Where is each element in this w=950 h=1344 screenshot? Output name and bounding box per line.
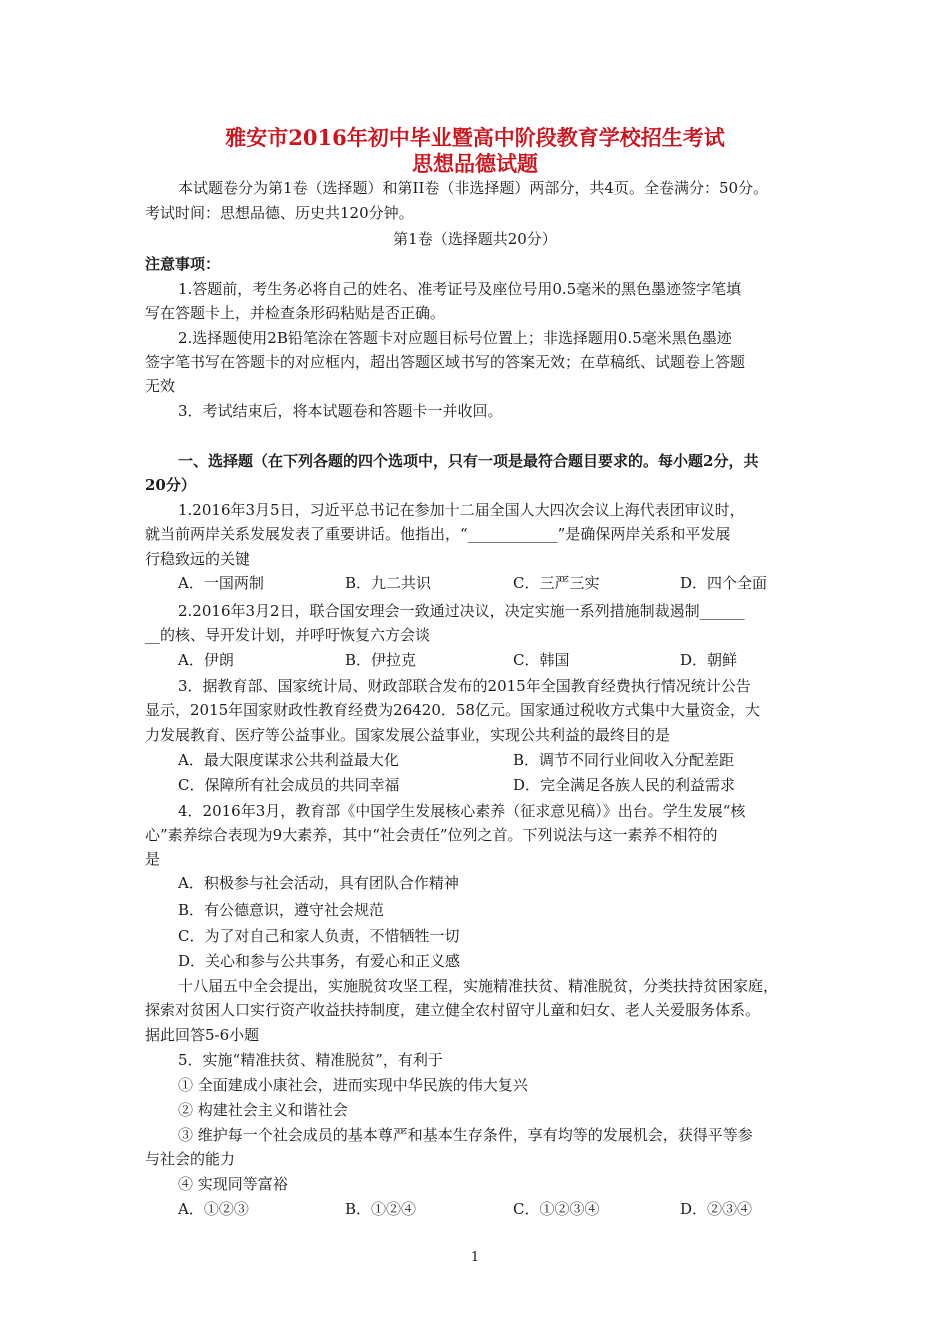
q3-option-d: D．完全满足各族人民的利益需求 — [513, 776, 736, 794]
q4-option-a: A．积极参与社会活动，具有团队合作精神 — [178, 874, 459, 892]
q5-option-b: B．①②④ — [345, 1200, 417, 1218]
q4-option-b: B．有公德意识，遵守社会规范 — [178, 901, 385, 919]
question-3-stem: 3．据教育部、国家统计局、财政部联合发布的2015年全国教育经费执行情况统计公告 — [178, 677, 751, 695]
question-1-stem: 就当前两岸关系发展发表了重要讲话。他指出，“____________”是确保两岸关系和平发展 — [145, 525, 731, 543]
intro-line: 本试题卷分为第1卷（选择题）和第II卷（非选择题）两部分，共4页。全卷满分：50分。 — [178, 179, 769, 197]
question-5-stem: 5．实施“精准扶贫、精准脱贫”，有利于 — [178, 1051, 443, 1069]
material-text: 十八届五中全会提出，实施脱贫攻坚工程，实施精准扶贫、精准脱贫，分类扶持贫困家庭， — [178, 977, 779, 995]
q5-option-c: C．①②③④ — [513, 1200, 600, 1218]
question-1-stem: 1.2016年3月5日，习近平总书记在参加十二届全国人大四次会议上海代表团审议时， — [178, 501, 745, 519]
notice-text: 1.答题前，考生务必将自己的姓名、准考证号及座位号用0.5毫米的黑色墨迹签字笔填 — [178, 280, 742, 298]
notice-text: 无效 — [145, 377, 176, 395]
question-2-stem: __的核、导开发计划，并呼吁恢复六方会谈 — [145, 626, 431, 644]
q4-option-c: C．为了对自己和家人负责，不惜牺牲一切 — [178, 927, 460, 945]
q5-statement: 与社会的能力 — [145, 1150, 236, 1168]
q1-option-d: D．四个全面 — [680, 574, 768, 592]
material-text: 据此回答5-6小题 — [145, 1026, 260, 1044]
question-1-stem: 行稳致远的关键 — [145, 550, 251, 568]
section-heading: 20分） — [145, 476, 196, 494]
q5-statement: ② 构建社会主义和谐社会 — [178, 1101, 348, 1119]
question-4-stem: 心”素养综合表现为9大素养，其中“社会责任”位列之首。下列说法与这一素养不相符的 — [145, 826, 718, 844]
question-3-stem: 力发展教育、医疗等公益事业。国家发展公益事业，实现公共利益的最终目的是 — [145, 726, 671, 744]
question-3-stem: 显示，2015年国家财政性教育经费为26420．58亿元。国家通过税收方式集中大量资金，大 — [145, 701, 760, 719]
q4-option-d: D．关心和参与公共事务，有爱心和正义感 — [178, 952, 461, 970]
q5-statement: ③ 维护每一个社会成员的基本尊严和基本生存条件，享有均等的发展机会，获得平等参 — [178, 1126, 753, 1144]
page-number: 1 — [470, 1250, 480, 1265]
q2-option-b: B．伊拉克 — [345, 651, 417, 669]
section-heading: 一、选择题（在下列各题的四个选项中，只有一项是最符合题目要求的。每小题2分，共 — [178, 452, 759, 470]
notice-text: 3．考试结束后，将本试题卷和答题卡一并收回。 — [178, 402, 503, 420]
q2-option-a: A．伊朗 — [178, 651, 234, 669]
notice-heading: 注意事项： — [145, 255, 221, 273]
subject-title: 思想品德试题 — [412, 151, 538, 176]
notice-text: 签字笔书写在答题卡的对应框内，超出答题区域书写的答案无效；在草稿纸、试题卷上答题 — [145, 353, 746, 371]
q1-option-a: A．一国两制 — [178, 574, 264, 592]
q1-option-c: C．三严三实 — [513, 574, 600, 592]
q3-option-b: B．调节不同行业间收入分配差距 — [513, 751, 735, 769]
question-4-stem: 4．2016年3月，教育部《中国学生发展核心素养（征求意见稿）》出台。学生发展“核 — [178, 802, 746, 820]
q2-option-d: D．朝鲜 — [680, 651, 738, 669]
q5-statement: ① 全面建成小康社会，进而实现中华民族的伟大复兴 — [178, 1076, 528, 1094]
material-text: 探索对贫困人口实行资产收益扶持制度，建立健全农村留守儿童和妇女、老人关爱服务体系。 — [145, 1001, 761, 1019]
q2-option-c: C．韩国 — [513, 651, 570, 669]
intro-line: 考试时间：思想品德、历史共120分钟。 — [145, 204, 414, 222]
q5-option-d: D．②③④ — [680, 1200, 753, 1218]
notice-text: 2.选择题使用2B铅笔涂在答题卡对应题目标号位置上；非选择题用0.5毫米黑色墨迹 — [178, 329, 732, 347]
q5-option-a: A．①②③ — [178, 1200, 249, 1218]
q3-option-a: A．最大限度谋求公共利益最大化 — [178, 751, 399, 769]
question-4-stem: 是 — [145, 850, 161, 868]
q1-option-b: B．九二共识 — [345, 574, 432, 592]
question-2-stem: 2.2016年3月2日，联合国安理会一致通过决议，决定实施一系列措施制裁遏制______ — [178, 602, 745, 620]
q5-statement: ④ 实现同等富裕 — [178, 1175, 288, 1193]
notice-text: 写在答题卡上，并检查条形码粘贴是否正确。 — [145, 304, 446, 322]
exam-title: 雅安市2016年初中毕业暨高中阶段教育学校招生考试 — [225, 125, 725, 150]
volume-heading: 第1卷（选择题共20分） — [393, 230, 557, 248]
q3-option-c: C．保障所有社会成员的共同幸福 — [178, 776, 400, 794]
